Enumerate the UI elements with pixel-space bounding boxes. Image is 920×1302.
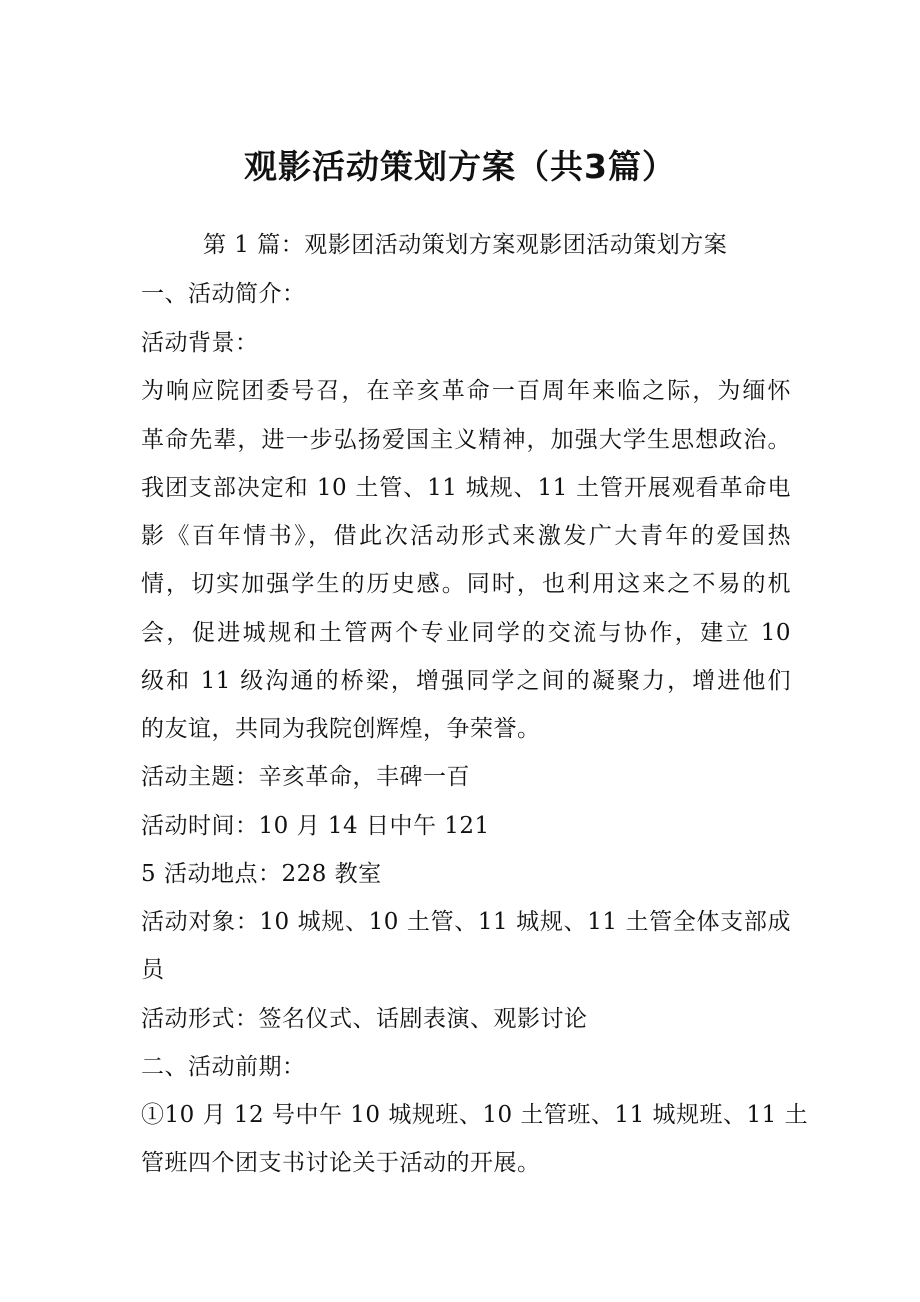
activity-format: 活动形式：签名仪式、话剧表演、观影讨论 <box>141 1006 588 1032</box>
heading-activity-intro: 一、活动简介： <box>141 281 306 307</box>
background-line-5: 情，切实加强学生的历史感。同时，也利用这来之不易的机 <box>141 571 791 597</box>
background-line-3: 我团支部决定和 10 土管、11 城规、11 土管开展观看革命电 <box>141 475 791 501</box>
heading-activity-preparation: 二、活动前期： <box>141 1054 306 1080</box>
section-heading-part1: 第 1 篇：观影团活动策划方案观影团活动策划方案 <box>203 232 728 258</box>
preparation-item-1: ①10 月 12 号中午 10 城规班、10 土管班、11 城规班、11 土 <box>141 1102 809 1128</box>
activity-audience-cont: 员 <box>141 957 165 983</box>
background-line-4: 影《百年情书》，借此次活动形式来激发广大青年的爱国热 <box>141 523 791 549</box>
document-title: 观影活动策划方案（共3篇） <box>244 147 676 186</box>
background-line-8: 的友谊，共同为我院创辉煌，争荣誉。 <box>141 716 541 742</box>
background-line-2: 革命先辈，进一步弘扬爱国主义精神，加强大学生思想政治。 <box>141 427 791 453</box>
background-line-1: 为响应院团委号召，在辛亥革命一百周年来临之际，为缅怀 <box>141 378 791 404</box>
activity-theme: 活动主题：辛亥革命，丰碑一百 <box>141 764 470 790</box>
activity-location: 5 活动地点：228 教室 <box>141 861 382 887</box>
background-line-6: 会，促进城规和土管两个专业同学的交流与协作，建立 10 <box>141 620 791 646</box>
preparation-item-1-cont: 管班四个团支书讨论关于活动的开展。 <box>141 1150 541 1176</box>
activity-audience: 活动对象：10 城规、10 土管、11 城规、11 土管全体支部成 <box>141 909 791 935</box>
activity-time: 活动时间：10 月 14 日中午 121 <box>141 813 490 839</box>
label-activity-background: 活动背景： <box>141 330 259 356</box>
background-line-7: 级和 11 级沟通的桥梁，增强同学之间的凝聚力，增进他们 <box>141 668 791 694</box>
